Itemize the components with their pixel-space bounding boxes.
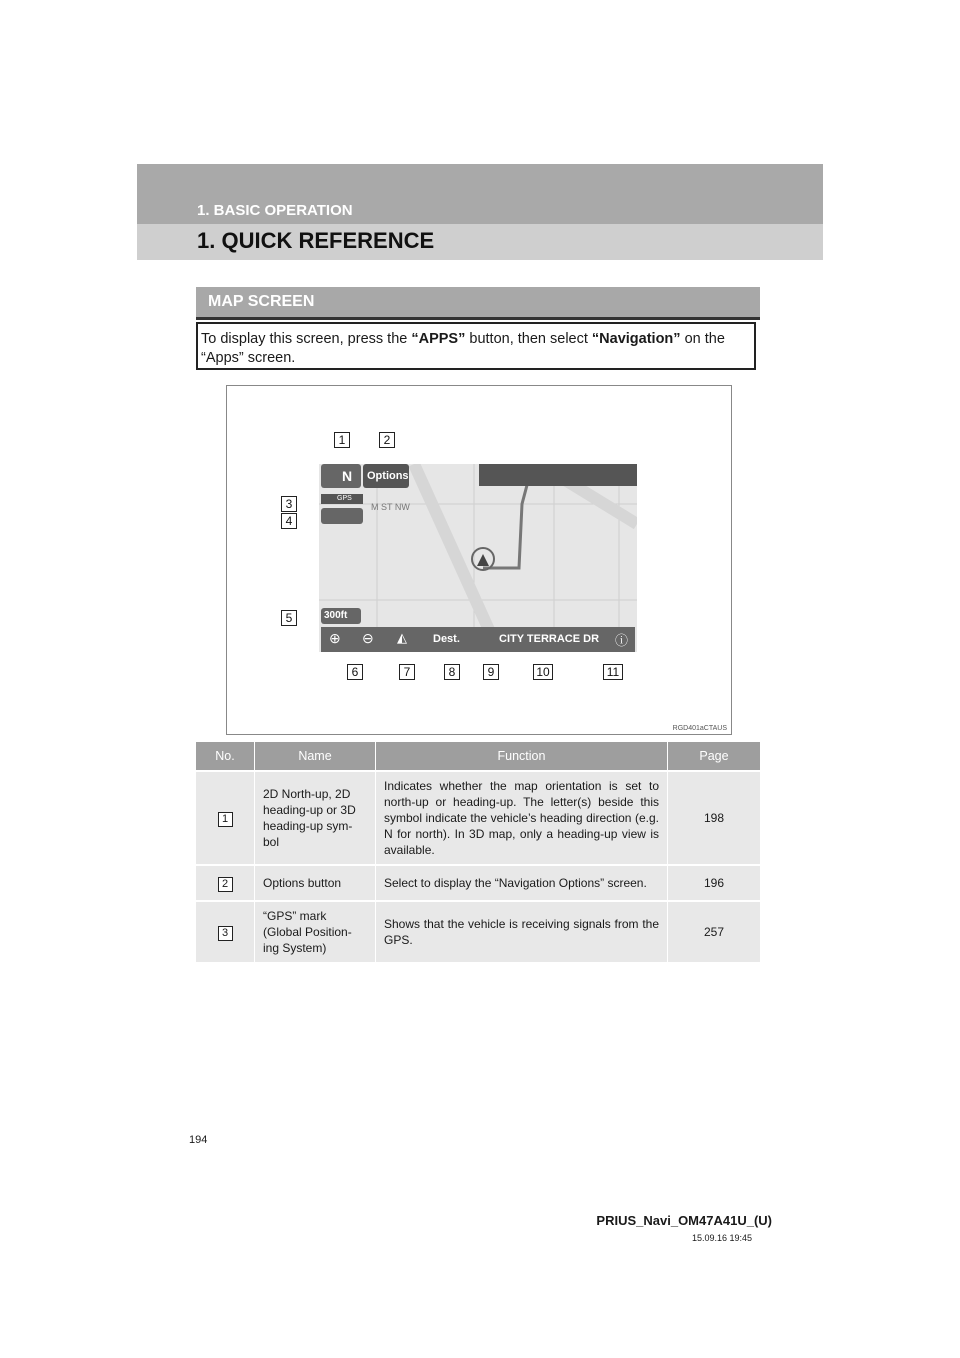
north-label: N	[342, 468, 353, 484]
page-number: 194	[189, 1134, 208, 1146]
navigation-ref: “Navigation”	[591, 331, 681, 347]
callout-4: 4	[281, 513, 297, 529]
intro-box	[196, 322, 756, 370]
info-icon: ⓘ	[615, 633, 629, 648]
row-number: 3	[218, 926, 233, 941]
callout-8: 8	[444, 664, 460, 680]
row-name: “GPS” mark (Global Position-ing System)	[255, 901, 376, 962]
row-function: Indicates whether the map orientation is set to north-up or heading-up. The letter(s) beside this symbol indicate the vehicle’s heading direction (e.g. N for north). In 3D map, only a heading-up view is available.	[376, 771, 668, 865]
col-name: Name	[255, 742, 376, 771]
map-figure	[226, 385, 732, 735]
table-header-row	[196, 742, 760, 771]
gps-mark: GPS	[337, 495, 352, 502]
figure-code: RGD401aCTAUS	[672, 725, 727, 732]
dest-button: Dest.	[433, 633, 460, 645]
map-screen-heading	[196, 287, 760, 320]
intro-text-end: on the “Apps” screen.	[201, 331, 725, 366]
row-function: Shows that the vehicle is receiving signals from the GPS.	[376, 901, 668, 962]
document-timestamp: 15.09.16 19:45	[691, 1233, 752, 1243]
row-page: 196	[668, 865, 761, 901]
callout-3: 3	[281, 496, 297, 512]
map-screenshot	[319, 464, 637, 652]
callout-2: 2	[379, 432, 395, 448]
street-label-m: M ST NW	[371, 502, 410, 512]
callout-10: 10	[533, 664, 553, 680]
row-name: 2D North-up, 2D heading-up or 3D heading-up sym-bol	[255, 771, 376, 865]
col-function: Function	[376, 742, 668, 771]
callout-7: 7	[399, 664, 415, 680]
apps-button-ref: “APPS”	[411, 331, 466, 347]
intro-text: To display this screen, press the	[201, 331, 412, 347]
road-name-display: CITY TERRACE DR	[499, 633, 600, 645]
map-orientation-icon: ◭	[397, 630, 407, 645]
callout-11: 11	[603, 664, 623, 680]
callout-6: 6	[347, 664, 363, 680]
map-illustration	[319, 464, 637, 652]
zoom-in-icon: ⊕	[329, 630, 341, 646]
col-page: Page	[668, 742, 761, 771]
row-page: 257	[668, 901, 761, 962]
row-number: 1	[218, 812, 233, 827]
section-label: 1. BASIC OPERATION	[197, 202, 353, 219]
table-row	[196, 771, 760, 865]
table-row	[196, 901, 760, 962]
row-name: Options button	[255, 865, 376, 901]
row-page: 198	[668, 771, 761, 865]
options-button: Options	[367, 470, 409, 482]
row-number: 2	[218, 877, 233, 892]
map-screen-heading-text: MAP SCREEN	[208, 293, 315, 310]
page-title: 1. QUICK REFERENCE	[197, 228, 435, 253]
reference-table	[196, 742, 760, 962]
table-row	[196, 865, 760, 901]
document-id: PRIUS_Navi_OM47A41U_(U)	[596, 1213, 772, 1228]
callout-1: 1	[334, 432, 350, 448]
callout-5: 5	[281, 610, 297, 626]
callout-9: 9	[483, 664, 499, 680]
zoom-out-icon: ⊖	[362, 630, 374, 646]
scale-indicator: 300ft	[324, 610, 348, 621]
intro-text-mid: button, then select	[465, 331, 592, 347]
row-function: Select to display the “Navigation Options” screen.	[376, 865, 668, 901]
col-no: No.	[196, 742, 255, 771]
